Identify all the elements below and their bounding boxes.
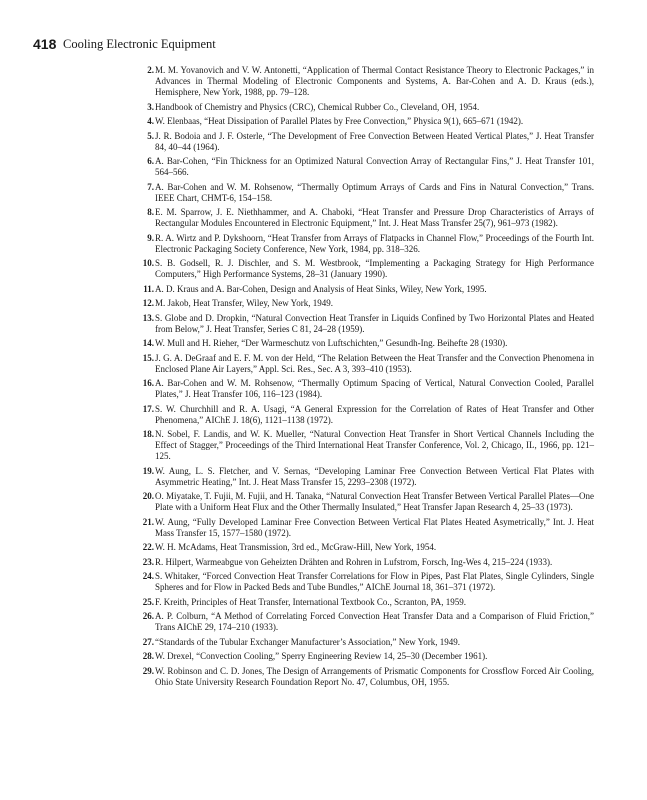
reference-text: M. M. Yovanovich and V. W. Antonetti, “Application of Thermal Contact Resistance Theory to Electronic Packages,” in Advances in Thermal Modeling of Electronic Components and Systems, A. Bar-Cohen and A. D. Kraus (eds.), Hemisphere, New York, 1988, pp. 79–128. xyxy=(155,65,594,97)
reference-text: W. Aung, L. S. Fletcher, and V. Sernas, “Developing Laminar Free Convection Between Vertical Flat Plates with Asymmetric Heating,” Int. J. Heat Mass Transfer 15, 2293–2308 (1972). xyxy=(155,465,594,487)
reference-text: S. B. Godsell, R. J. Dischler, and S. M. Westbrook, “Implementing a Packaging Strategy for High Performance Computers,” High Performance Systems, 28–31 (January 1990). xyxy=(155,258,594,279)
reference-list xyxy=(142,65,594,691)
reference-text: J. R. Bodoia and J. F. Osterle, “The Development of Free Convection Between Heated Vertical Plates,” J. Heat Transfer 84, 40–44 (1964). xyxy=(155,130,594,152)
reference-text: W. Mull and H. Rieher, “Der Warmeschutz von Luftschichten,” Gesundh-Ing. Beihefte 28 (1930). xyxy=(155,338,508,348)
reference-text: A. P. Colburn, “A Method of Correlating Forced Convection Heat Transfer Data and a Comparison of Fluid Friction,” Trans AIChE 29, 174–210 (1933). xyxy=(155,611,594,632)
reference-text: W. Elenbaas, “Heat Dissipation of Parallel Plates by Free Convection,” Physica 9(1), 665–671 (1942). xyxy=(155,116,524,126)
reference-item xyxy=(142,429,594,462)
reference-number: 5. xyxy=(147,130,154,141)
reference-item xyxy=(142,491,594,513)
reference-text: N. Sobel, F. Landis, and W. K. Mueller, “Natural Convection Heat Transfer in Short Vertical Channels Including the Effect of Stagger,” Proceedings of the Third International Heat Transfer Conference, Vol. 2, Chicago, IL, 1966, pp. 121–125. xyxy=(155,429,594,461)
reference-number: 27. xyxy=(142,636,154,647)
reference-item xyxy=(142,258,594,280)
reference-number: 23. xyxy=(142,556,154,567)
reference-item xyxy=(142,353,594,375)
reference-number: 3. xyxy=(147,101,154,112)
reference-item xyxy=(142,651,594,662)
reference-number: 9. xyxy=(147,232,154,243)
reference-item xyxy=(142,611,594,633)
reference-text: S. Globe and D. Dropkin, “Natural Convection Heat Transfer in Liquids Confined by Two Horizontal Plates and Heated from Below,” J. Heat Transfer, Series C 81, 24–28 (1959). xyxy=(155,312,594,334)
reference-number: 19. xyxy=(142,465,154,476)
reference-number: 2. xyxy=(147,65,154,75)
reference-item xyxy=(142,557,594,568)
reference-number: 26. xyxy=(142,611,154,621)
reference-item xyxy=(142,338,594,349)
reference-number: 20. xyxy=(142,491,154,501)
reference-text: A. Bar-Cohen, “Fin Thickness for an Optimized Natural Convection Array of Rectangular Fins,” J. Heat Transfer 101, 564–566. xyxy=(155,156,594,177)
reference-item xyxy=(142,571,594,593)
reference-text: A. D. Kraus and A. Bar-Cohen, Design and Analysis of Heat Sinks, Wiley, New York, 1995. xyxy=(155,283,487,294)
reference-item xyxy=(142,102,594,113)
reference-number: 16. xyxy=(142,378,154,388)
reference-item xyxy=(142,182,594,204)
reference-text: R. Hilpert, Warmeabgue von Geheizten Drähten and Rohren in Lufstrom, Forsch, Ing-Wes 4, 215–224 (1933). xyxy=(155,556,553,567)
reference-text: F. Kreith, Principles of Heat Transfer, International Textbook Co., Scranton, PA, 1959. xyxy=(155,596,467,607)
reference-item xyxy=(142,466,594,488)
reference-text: J. G. A. DeGraaf and E. F. M. von der Held, “The Relation Between the Heat Transfer and the Convection Phenomena in Enclosed Plane Air Layers,” Appl. Sci. Res., Sec. A 3, 393–410 (1953). xyxy=(155,352,594,374)
reference-number: 21. xyxy=(142,516,154,527)
reference-number: 10. xyxy=(142,258,154,268)
reference-item xyxy=(142,116,594,127)
reference-text: Handbook of Chemistry and Physics (CRC), Chemical Rubber Co., Cleveland, OH, 1954. xyxy=(155,101,480,112)
page-header xyxy=(33,36,593,54)
reference-number: 29. xyxy=(142,665,154,676)
reference-number: 6. xyxy=(147,156,154,166)
reference-text: W. H. McAdams, Heat Transmission, 3rd ed., McGraw-Hill, New York, 1954. xyxy=(155,542,437,552)
reference-text: A. Bar-Cohen and W. M. Rohsenow, “Thermally Optimum Spacing of Vertical, Natural Convection Cooled, Parallel Plates,” J. Heat Transfer 106, 116–123 (1984). xyxy=(155,378,594,399)
reference-text: S. W. Churchhill and R. A. Usagi, “A General Expression for the Correlation of Rates of Heat Transfer and Other Phenomena,” AIChE J. 18(6), 1121–1138 (1972). xyxy=(155,403,594,425)
reference-text: R. A. Wirtz and P. Dykshoorn, “Heat Transfer from Arrays of Flatpacks in Channel Flow,” Proceedings of the Fourth Int. Electronic Packaging Society Conference, New York, 1984, pp. 318–326. xyxy=(155,232,594,254)
reference-number: 18. xyxy=(142,429,154,439)
reference-item xyxy=(142,404,594,426)
reference-number: 12. xyxy=(142,298,154,308)
reference-item xyxy=(142,284,594,295)
reference-item xyxy=(142,597,594,608)
reference-item xyxy=(142,378,594,400)
reference-text: S. Whitaker, “Forced Convection Heat Transfer Correlations for Flow in Pipes, Past Flat Plates, Single Cylinders, Single Spheres and for Flow in Packed Beds and Tube Bundles,” AIChE Journal 18, 361–371 (1972). xyxy=(155,571,594,592)
reference-number: 11. xyxy=(143,283,154,294)
reference-number: 17. xyxy=(142,403,154,414)
reference-number: 28. xyxy=(142,651,154,661)
reference-text: A. Bar-Cohen and W. M. Rohsenow, “Thermally Optimum Arrays of Cards and Fins in Natural Convection,” Trans. IEEE Chart, CHMT-6, 154–158. xyxy=(155,181,594,203)
reference-item xyxy=(142,542,594,553)
reference-item xyxy=(142,517,594,539)
reference-item xyxy=(142,207,594,229)
reference-text: “Standards of the Tubular Exchanger Manufacturer’s Association,” New York, 1949. xyxy=(155,636,461,647)
reference-number: 8. xyxy=(147,207,154,217)
reference-text: W. Robinson and C. D. Jones, The Design of Arrangements of Prismatic Components for Crossflow Forced Air Cooling, Ohio State University Research Foundation Report No. 47, Columbus, OH, 1955. xyxy=(155,665,594,687)
reference-number: 4. xyxy=(147,116,154,126)
reference-text: E. M. Sparrow, J. E. Niethhammer, and A. Chaboki, “Heat Transfer and Pressure Drop Characteristics of Arrays of Rectangular Modules Encountered in Electronic Equipment,” Int. J. Heat Mass Transfer 25(7), 961–973 (1982). xyxy=(155,207,594,228)
reference-number: 24. xyxy=(142,571,154,581)
reference-number: 14. xyxy=(142,338,154,348)
reference-item xyxy=(142,313,594,335)
reference-item xyxy=(142,637,594,648)
reference-number: 13. xyxy=(142,312,154,323)
reference-text: W. Drexel, “Convection Cooling,” Sperry Engineering Review 14, 25–30 (December 1961). xyxy=(155,651,488,661)
reference-text: O. Miyatake, T. Fujii, M. Fujii, and H. Tanaka, “Natural Convection Heat Transfer Between Vertical Parallel Plates—One Plate with a Uniform Heat Flux and the Other Thermally Insulated,” Heat Transfer Japan Research 4, 25–33 (1973). xyxy=(155,491,594,512)
reference-number: 7. xyxy=(147,181,154,192)
reference-item xyxy=(142,298,594,309)
reference-number: 25. xyxy=(142,596,154,607)
reference-item xyxy=(142,65,594,98)
reference-text: W. Aung, “Fully Developed Laminar Free Convection Between Vertical Flat Plates Heated Asymetrically,” Int. J. Heat Mass Transfer 15, 1577–1580 (1972). xyxy=(155,516,594,538)
reference-number: 15. xyxy=(142,352,154,363)
reference-text: M. Jakob, Heat Transfer, Wiley, New York, 1949. xyxy=(155,298,334,308)
reference-number: 22. xyxy=(142,542,154,552)
reference-item xyxy=(142,666,594,688)
reference-item xyxy=(142,131,594,153)
running-title: Cooling Electronic Equipment xyxy=(63,37,216,51)
reference-item xyxy=(142,156,594,178)
reference-item xyxy=(142,233,594,255)
page-number: 418 xyxy=(33,36,57,52)
